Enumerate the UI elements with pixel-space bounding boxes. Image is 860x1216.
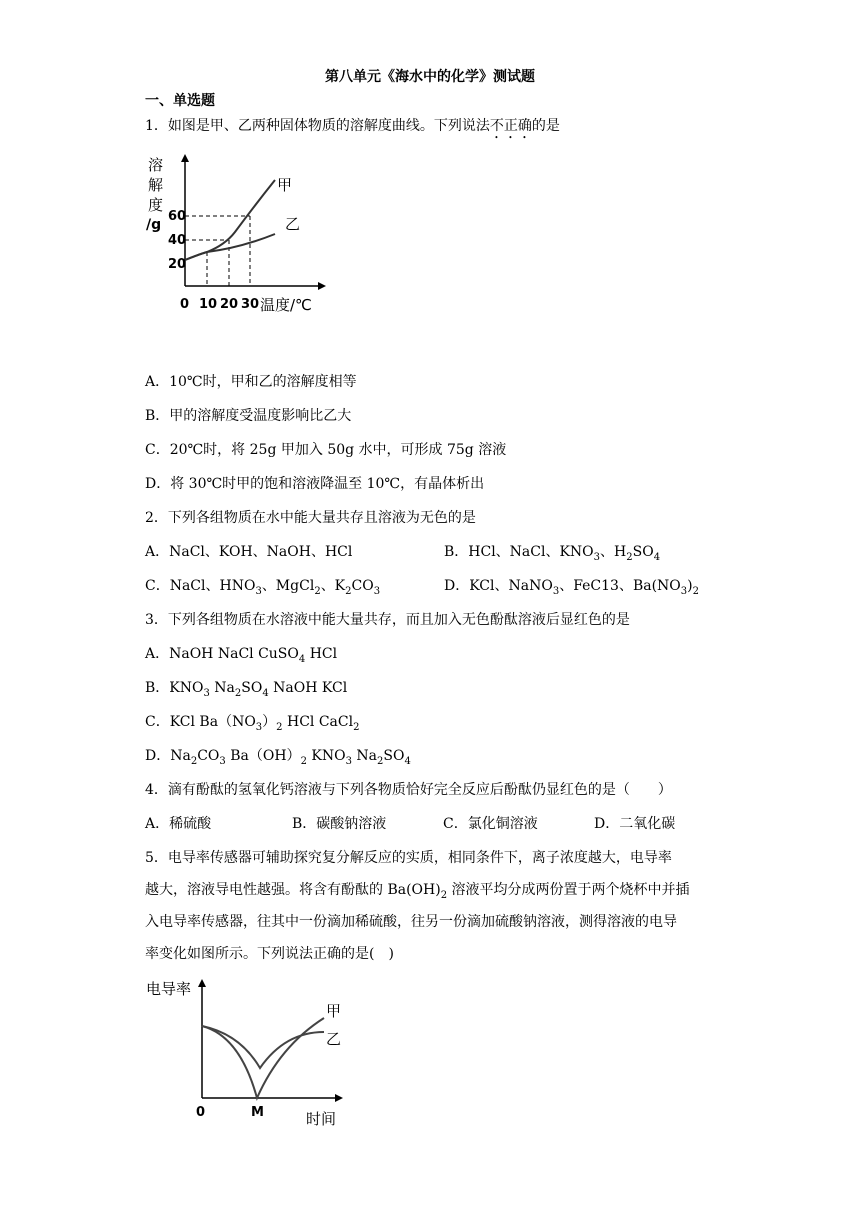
q1-option-a: A．10℃时，甲和乙的溶解度相等 bbox=[145, 374, 357, 390]
q5-line-3: 入电导率传感器，往其中一份滴加稀硫酸，往另一份滴加硫酸钠溶液，测得溶液的电导 bbox=[145, 914, 677, 930]
q1-ylabel-4: /g bbox=[146, 217, 162, 233]
q1-ytick-20: 20 bbox=[168, 257, 187, 272]
q2-stem: 2．下列各组物质在水中能大量共存且溶液为无色的是 bbox=[145, 510, 476, 526]
q3-option-d: D．$Na_2CO_3$ $Ba(OH)_2$ $KNO_3$ $Na_2SO_4$ bbox=[145, 748, 411, 767]
q2-option-c: C．NaCl、$HNO_3$、MgCl$_2$、$K_2CO_3$ bbox=[145, 578, 381, 597]
q1-option-d: D．将 30℃时甲的饱和溶液降温至 10℃，有晶体析出 bbox=[145, 476, 485, 492]
page-title: 第八单元《海水中的化学》测试题 bbox=[325, 69, 535, 85]
q1-ytick-40: 40 bbox=[168, 233, 187, 248]
q5-curve-jia bbox=[202, 1018, 324, 1098]
q4-option-d: D．二氧化碳 bbox=[594, 816, 676, 832]
q2-option-b: B．HCl、NaCl、$KNO_3$、$H_2SO_4$ bbox=[444, 544, 661, 563]
q4-option-b: B．碳酸钠溶液 bbox=[292, 816, 387, 832]
q3-option-a: A．NaOH NaCl CuSO$_4$ HCl bbox=[145, 646, 338, 665]
q5-series-yi: 乙 bbox=[326, 1030, 342, 1048]
q5-line-1: 5．电导率传感器可辅助探究复分解反应的实质，相同条件下，离子浓度越大，电导率 bbox=[145, 850, 672, 866]
q1-xtick-20: 20 bbox=[220, 297, 239, 312]
q5-line-4: 率变化如图所示。下列说法正确的是( ) bbox=[145, 946, 394, 962]
q5-mark-m: M bbox=[251, 1105, 264, 1120]
q1-stem: 1．如图是甲、乙两种固体物质的溶解度曲线。下列说法不正确的是 bbox=[145, 118, 560, 134]
q1-ylabel-1: 溶 bbox=[148, 156, 164, 174]
q4-stem: 4．滴有酚酞的氢氧化钙溶液与下列各物质恰好完全反应后酚酞仍显红色的是（ ） bbox=[145, 782, 672, 798]
q4-option-a: A．稀硫酸 bbox=[145, 816, 212, 832]
q1-xtick-30: 30 bbox=[241, 297, 260, 312]
q3-stem: 3．下列各组物质在水溶液中能大量共存，而且加入无色酚酞溶液后显红色的是 bbox=[145, 612, 630, 628]
q5-ylabel: 电导率 bbox=[146, 980, 192, 998]
q1-ylabel-3: 度 bbox=[148, 196, 164, 214]
q5-line-2: 越大，溶液导电性越强。将含有酚酞的 $Ba(OH)_2$ 溶液平均分成两份置于两个烧杯中并插 bbox=[145, 882, 690, 901]
q1-option-b: B．甲的溶解度受温度影响比乙大 bbox=[145, 408, 352, 424]
section-heading: 一、单选题 bbox=[145, 93, 215, 109]
q5-xlabel: 时间 bbox=[306, 1110, 337, 1128]
q1-solubility-chart bbox=[140, 150, 340, 320]
q3-option-b: B．$KNO_3$ $Na_2SO_4$ NaOH KCl bbox=[145, 680, 348, 699]
q2-option-d: D．KCl、NaNO$_3$、FeC13、$Ba(NO_3)_2$ bbox=[444, 578, 700, 597]
q4-option-c: C．氯化铜溶液 bbox=[443, 816, 538, 832]
q1-xtick-10: 10 bbox=[199, 297, 218, 312]
q1-ytick-60: 60 bbox=[168, 209, 187, 224]
q1-option-c: C．20℃时，将 25g 甲加入 50g 水中，可形成 75g 溶液 bbox=[145, 442, 507, 458]
q1-series-yi: 乙 bbox=[285, 215, 301, 233]
q1-series-jia: 甲 bbox=[277, 176, 293, 194]
q1-xtick-0: 0 bbox=[180, 297, 190, 312]
q5-origin: 0 bbox=[196, 1105, 206, 1120]
q1-ylabel-2: 解 bbox=[148, 176, 164, 194]
q5-conductivity-chart bbox=[140, 974, 350, 1134]
q2-option-a: A．NaCl、KOH、NaOH、HCl bbox=[145, 544, 353, 560]
q5-series-jia: 甲 bbox=[326, 1002, 342, 1020]
q1-xlabel: 温度/℃ bbox=[260, 296, 312, 314]
q3-option-c: C．KCl $Ba(NO_3)_2$ HCl CaCl$_2$ bbox=[145, 714, 360, 733]
